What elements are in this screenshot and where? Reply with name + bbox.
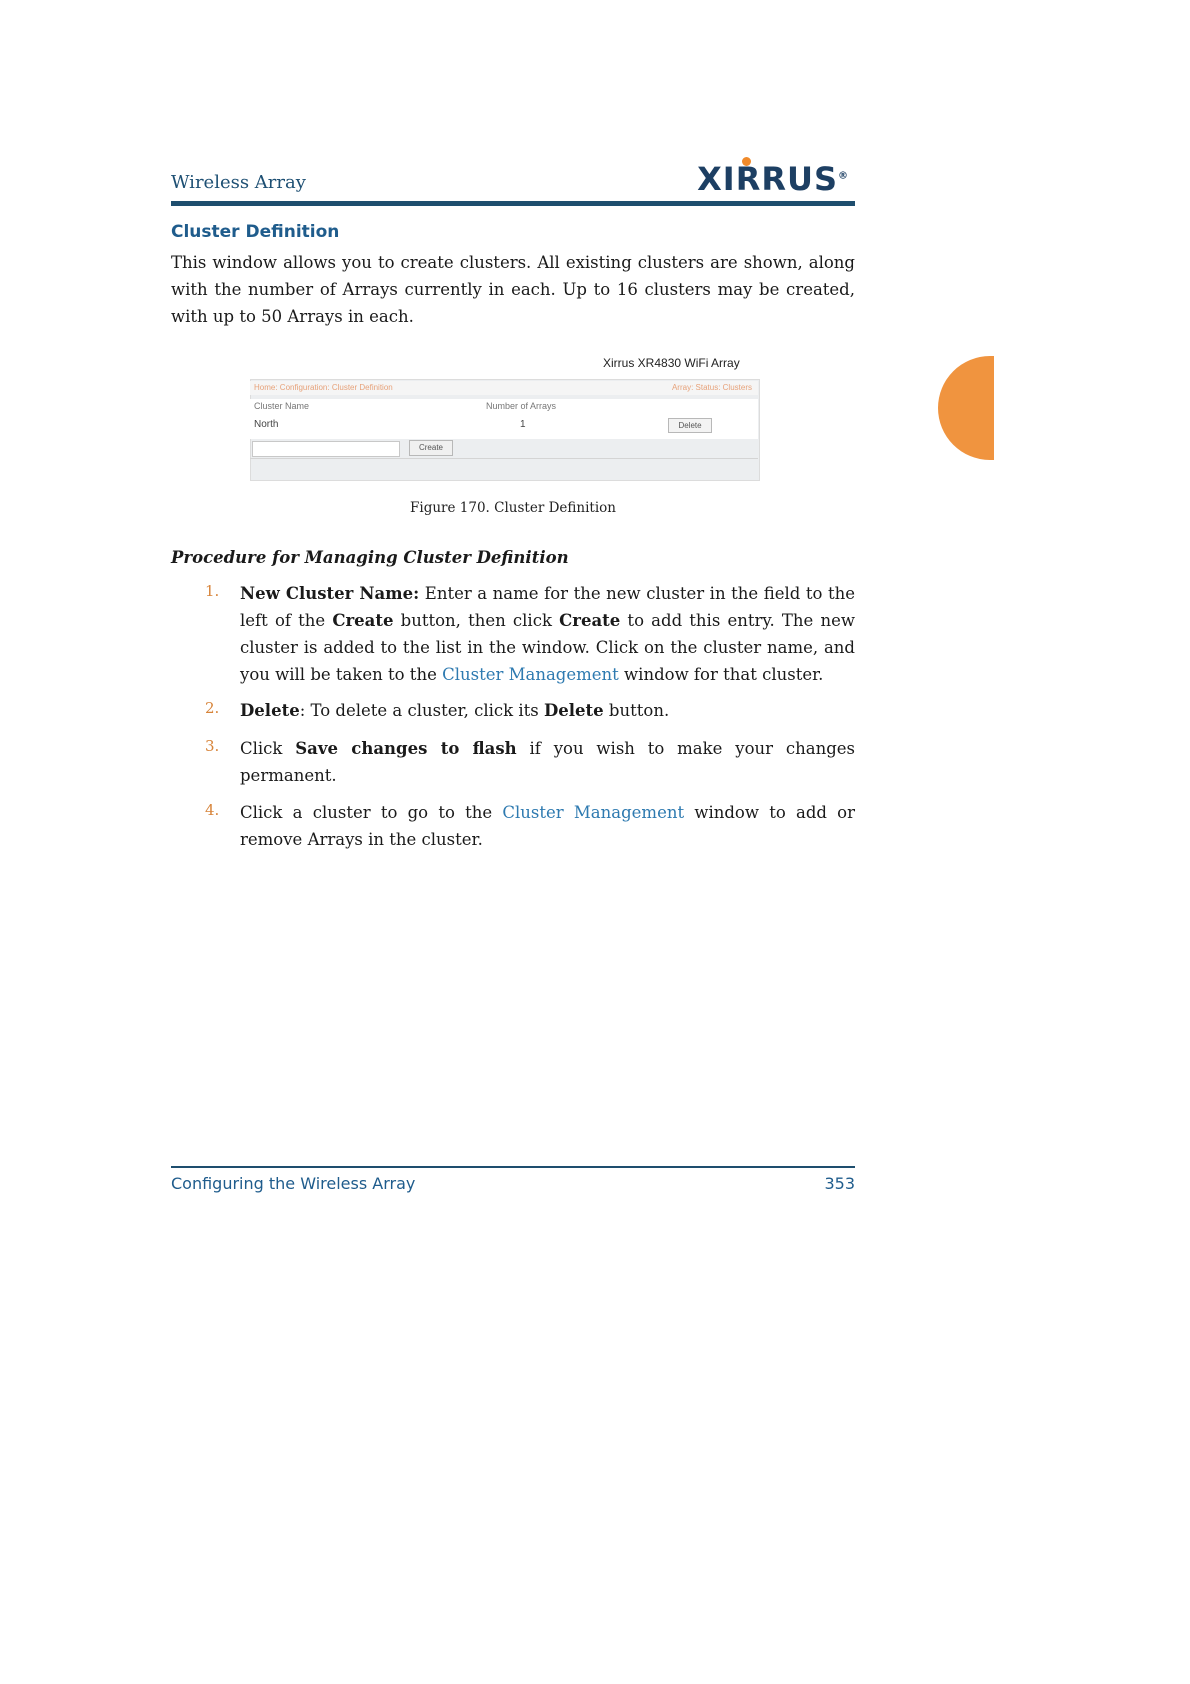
cluster-name-cell[interactable]: North (254, 419, 279, 430)
chapter-side-tab (938, 356, 994, 460)
step-number: 4. (205, 801, 220, 819)
logo-text: XIRRUS (697, 160, 838, 198)
cluster-table (250, 399, 758, 439)
figure-breadcrumb[interactable]: Home: Configuration: Cluster Definition (254, 383, 393, 392)
delete-button[interactable]: Delete (668, 418, 712, 433)
column-header-number-of-arrays: Number of Arrays (486, 401, 557, 411)
figure-status-links[interactable]: Array: Status: Clusters (671, 383, 752, 392)
header-title: Wireless Array (171, 172, 306, 193)
step-number: 3. (205, 737, 220, 755)
step-3-text: Click Save changes to flash if you wish to make your changes permanent. (240, 739, 855, 785)
figure-caption: Figure 170. Cluster Definition (410, 500, 616, 516)
footer-rule (171, 1166, 855, 1168)
step-number: 1. (205, 582, 220, 600)
new-cluster-name-input[interactable] (252, 441, 400, 457)
procedure-heading: Procedure for Managing Cluster Definition (171, 548, 569, 567)
footer-chapter-title: Configuring the Wireless Array (171, 1174, 416, 1193)
step-number: 2. (205, 699, 220, 717)
figure-separator (250, 458, 758, 459)
intro-paragraph: This window allows you to create clusters. All existing clusters are shown, along with the number of Arrays currently in each. Up to 16 clusters may be created, with up to 50 Arrays in each. (171, 253, 855, 326)
cluster-management-link[interactable]: Cluster Management (442, 665, 619, 684)
create-button[interactable]: Create (409, 440, 453, 456)
step-2-text: Delete: To delete a cluster, click its Delete button. (240, 701, 670, 720)
page-number: 353 (824, 1174, 855, 1193)
figure-breadcrumb-bar (250, 381, 758, 395)
array-count-cell: 1 (520, 419, 526, 430)
figure-product-name: Xirrus XR4830 WiFi Array (603, 356, 740, 370)
section-heading: Cluster Definition (171, 222, 340, 242)
step-4-text: Click a cluster to go to the Cluster Management window to add or remove Arrays in the cluster. (240, 803, 855, 849)
column-header-cluster-name: Cluster Name (254, 401, 310, 411)
header-rule (171, 201, 855, 206)
logo-trademark: ® (838, 170, 849, 182)
cluster-management-link[interactable]: Cluster Management (502, 803, 685, 822)
step-1-text: New Cluster Name: Enter a name for the new cluster in the field to the left of the Create button, then click Create to add this entry. The new cluster is added to the list in the window. Click on the cluster name, and you will be taken to the Cluster Management window for that cluster. (240, 584, 856, 684)
xirrus-logo (697, 160, 849, 198)
